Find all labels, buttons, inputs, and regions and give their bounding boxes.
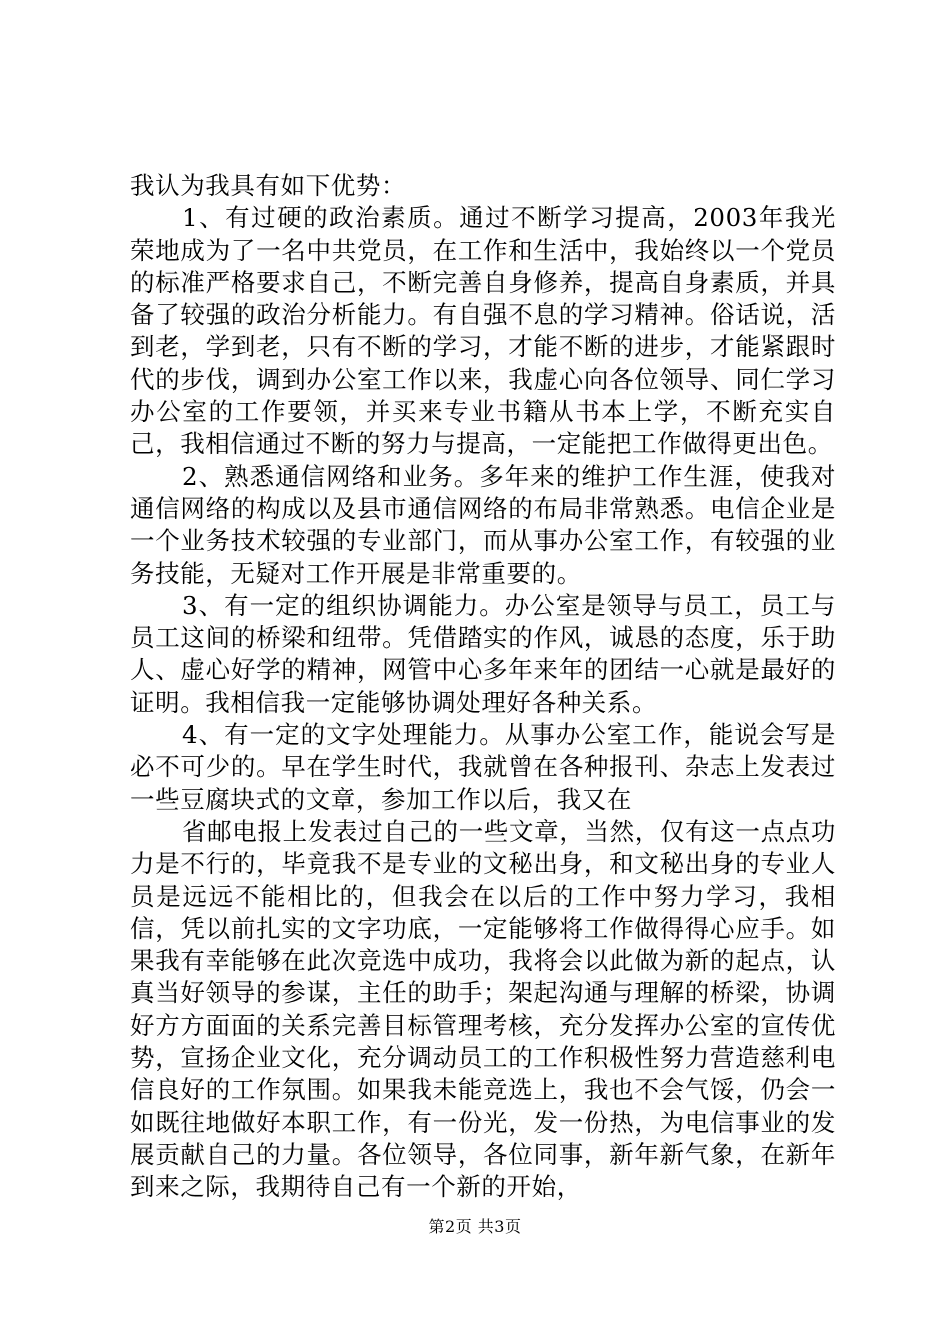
paragraph-network-knowledge: 2、熟悉通信网络和业务。多年来的维护工作生涯，使我对通信网络的构成以及县市通信网络的布局非常熟悉。电信企业是一个业务技术较强的专业部门，而从事办公室工作，有较强的业务技能，无疑对工作开展是非常重要的。 bbox=[130, 461, 836, 588]
paragraph-coordination-ability: 3、有一定的组织协调能力。办公室是领导与员工，员工与员工这间的桥梁和纽带。凭借踏实的作风，诚恳的态度，乐于助人、虚心好学的精神，网管中心多年来年的团结一心就是最好的证明。我相信我一定能够协调处理好各种关系。 bbox=[130, 590, 836, 717]
paragraph-political-quality: 1、有过硬的政治素质。通过不断学习提高，2003年我光荣地成为了一名中共党员，在工作和生活中，我始终以一个党员的标准严格要求自己，不断完善自身修养，提高自身素质，并具备了较强的政治分析能力。有自强不息的学习精神。俗话说，活到老，学到老，只有不断的学习，才能不断的进步，才能紧跟时代的步伐，调到办公室工作以来，我虚心向各位领导、同仁学习办公室的工作要领，并买来专业书籍从书本上学，不断充实自己，我相信通过不断的努力与提高，一定能把工作做得更出色。 bbox=[130, 203, 836, 459]
document-body bbox=[130, 170, 836, 1204]
paragraph-continuation: 省邮电报上发表过自己的一些文章，当然，仅有这一点点功力是不行的，毕竟我不是专业的文秘出身，和文秘出身的专业人员是远远不能相比的，但我会在以后的工作中努力学习，我相信，凭以前扎实的文字功底，一定能够将工作做得得心应手。如果我有幸能够在此次竞选中成功，我将会以此做为新的起点，认真当好领导的参谋，主任的助手；架起沟通与理解的桥梁，协调好方方面面的关系完善目标管理考核，充分发挥办公室的宣传优势，宣扬企业文化，充分调动员工的工作积极性努力营造慈利电信良好的工作氛围。如果我未能竞选上，我也不会气馁，仍会一如既往地做好本职工作，有一份光，发一份热，为电信事业的发展贡献自己的力量。各位领导，各位同事，新年新气象，在新年到来之际，我期待自己有一个新的开始， bbox=[130, 816, 836, 1202]
paragraph-writing-ability: 4、有一定的文字处理能力。从事办公室工作，能说会写是必不可少的。早在学生时代，我就曾在各种报刊、杂志上发表过一些豆腐块式的文章，参加工作以后，我又在 bbox=[130, 720, 836, 814]
intro-paragraph: 我认为我具有如下优势： bbox=[130, 171, 407, 200]
page-footer: 第2页 共3页 bbox=[428, 1217, 522, 1236]
